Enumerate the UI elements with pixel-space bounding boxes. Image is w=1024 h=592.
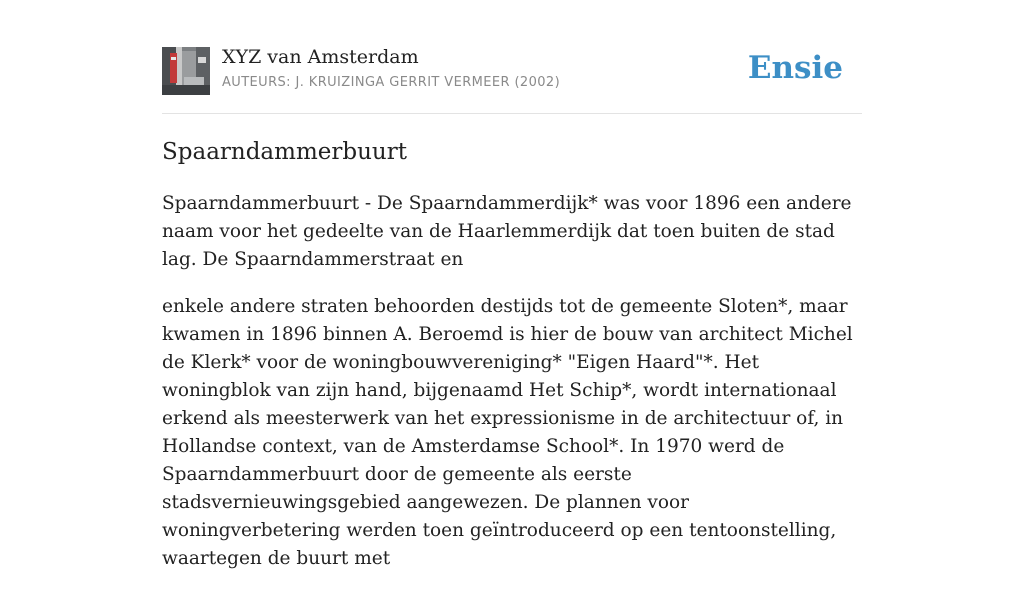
entry-body [162, 190, 864, 592]
entry-paragraph: enkele andere straten behoorden destijds tot de gemeente Sloten*, maar kwamen in 1896 binnen A. Beroemd is hier de bouw van architect Michel de Klerk* voor de woningbouwvereniging* "Eigen Haard"*. Het woningblok van zijn hand, bijgenaamd Het Schip*, wordt internationaal erkend als meesterwerk van het expressionisme in de architectuur of, in Hollandse context, van de Amsterdamse School*. In 1970 werd de Spaarndammerbuurt door de gemeente als eerste stadsvernieuwingsgebied aangewezen. De plannen voor woningverbetering werden toen geïntroduceerd op een tentoonstelling, waartegen de buurt met [162, 296, 853, 569]
entry-title: Spaarndammerbuurt [162, 139, 407, 165]
source-authors: AUTEURS: J. KRUIZINGA GERRIT VERMEER (2002) [222, 75, 561, 90]
source-title[interactable]: XYZ van Amsterdam [222, 46, 419, 68]
brand-logo[interactable]: Ensie [747, 50, 843, 86]
header-divider [162, 113, 862, 114]
source-header [162, 46, 862, 96]
book-cover-photo-icon[interactable] [162, 47, 210, 95]
entry-paragraph: Spaarndammerbuurt - De Spaarndammerdijk* was voor 1896 een andere naam voor het gedeelte van de Haarlemmerdijk dat toen buiten de stad lag. De Spaarndammerstraat en [162, 193, 852, 270]
